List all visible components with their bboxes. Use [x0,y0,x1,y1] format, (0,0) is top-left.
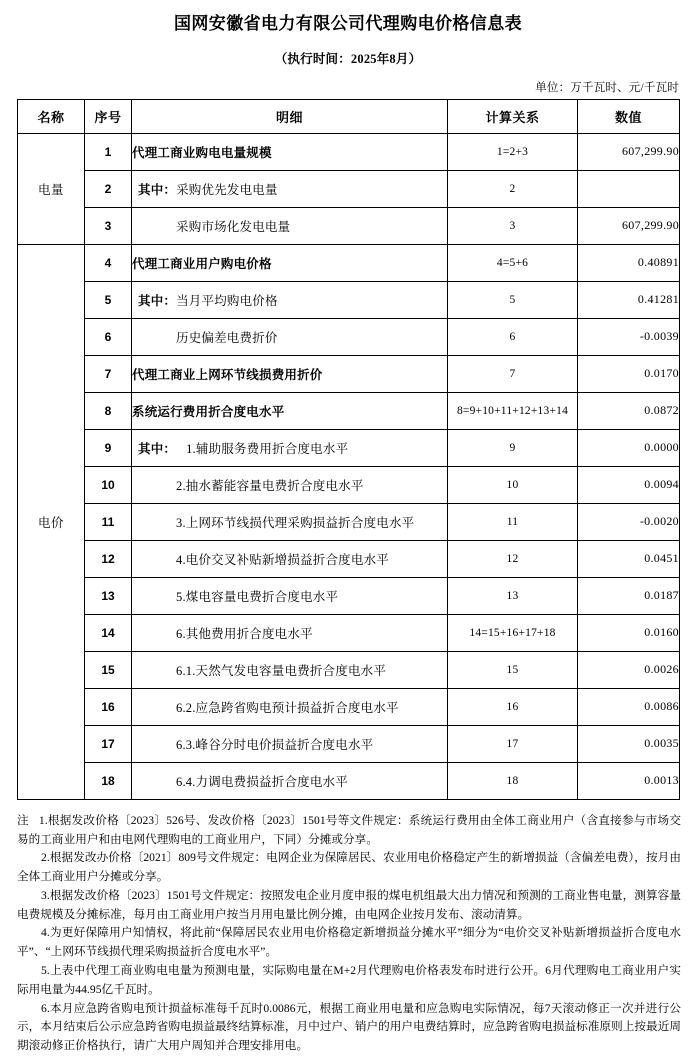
detail-text: 4.电价交叉补贴新增损益折合度电水平 [176,552,389,567]
detail-text: 5.煤电容量电费折合度电水平 [176,589,339,604]
row-value-cell: 0.0000 [578,429,680,466]
row-sequence-cell: 1 [85,133,132,170]
detail-text: 系统运行费用折合度电水平 [132,404,285,419]
row-value-cell: -0.0020 [578,503,680,540]
table-head [18,99,680,133]
table-row [18,244,680,281]
row-sequence-cell: 4 [85,244,132,281]
row-detail-cell [132,466,448,503]
row-detail-cell [132,133,448,170]
table-row [18,540,680,577]
table-body [18,133,680,799]
detail-text: 当月平均购电价格 [176,293,278,308]
note-item [17,962,681,1000]
detail-text: 代理工商业上网环节线损费用折价 [132,367,323,382]
table-row [18,503,680,540]
row-sequence-cell: 9 [85,429,132,466]
row-calc-cell: 1=2+3 [448,133,578,170]
detail-text: 6.1.天然气发电容量电费折合度电水平 [176,663,387,678]
row-sequence-cell: 6 [85,318,132,355]
row-sequence-cell: 10 [85,466,132,503]
row-calc-cell: 10 [448,466,578,503]
row-sequence-cell: 13 [85,577,132,614]
table-row [18,392,680,429]
row-calc-cell: 9 [448,429,578,466]
row-value-cell: 607,299.90 [578,133,680,170]
detail-text: 历史偏差电费折价 [176,330,278,345]
row-calc-cell: 3 [448,207,578,244]
table-row [18,170,680,207]
column-header-name: 名称 [18,99,85,133]
row-calc-cell: 17 [448,725,578,762]
group-name-cell: 电量 [18,133,85,244]
row-detail-cell [132,392,448,429]
row-detail-cell [132,540,448,577]
note-item [17,1000,681,1056]
row-detail-cell [132,762,448,799]
row-value-cell: 0.0170 [578,355,680,392]
detail-text: 代理工商业购电电量规模 [132,145,272,160]
row-value-cell: 0.0094 [578,466,680,503]
row-sequence-cell: 7 [85,355,132,392]
row-sequence-cell: 18 [85,762,132,799]
note-text: 3.根据发改价格〔2023〕1501号文件规定：按照发电企业月度申报的煤电机组最大出力情况和预测的工商业售电量，测算容量电费规模及分摊标准，每月由工商业用户按当月用电量比例分摊，由电网企业按月发布、滚动清算。 [17,888,681,921]
row-sequence-cell: 5 [85,281,132,318]
row-value-cell: 0.0160 [578,614,680,651]
note-text: 5.上表中代理工商业购电电量为预测电量，实际购电量在M+2月代理购电价格表发布时进行公开。6月代理购电工商业用户实际用电量为44.95亿千瓦时。 [17,964,681,996]
row-detail-cell [132,614,448,651]
column-header-seq: 序号 [85,99,132,133]
row-sequence-cell: 14 [85,614,132,651]
table-row [18,355,680,392]
table-row [18,688,680,725]
page-title: 国网安徽省电力有限公司代理购电价格信息表 [174,14,522,33]
row-detail-cell [132,577,448,614]
table-row [18,466,680,503]
detail-text: 采购优先发电电量 [176,182,278,197]
row-calc-cell: 16 [448,688,578,725]
row-value-cell: 0.0026 [578,651,680,688]
detail-prefix: 其中： [138,182,177,197]
detail-text: 6.2.应急跨省购电预计损益折合度电水平 [176,700,399,715]
detail-text: 3.上网环节线损代理采购损益折合度电水平 [176,515,415,530]
note-item [17,849,681,887]
row-detail-cell [132,503,448,540]
row-detail-cell [132,355,448,392]
row-calc-cell: 18 [448,762,578,799]
row-value-cell: 0.0451 [578,540,680,577]
price-table [17,99,680,800]
row-value-cell [578,170,680,207]
row-value-cell: 0.0086 [578,688,680,725]
row-sequence-cell: 15 [85,651,132,688]
detail-text: 1.辅助服务费用折合度电水平 [186,441,349,456]
table-header-row [18,99,680,133]
row-sequence-cell: 11 [85,503,132,540]
row-value-cell: -0.0039 [578,318,680,355]
table-row [18,762,680,799]
row-value-cell: 607,299.90 [578,207,680,244]
row-calc-cell: 12 [448,540,578,577]
row-value-cell: 0.0872 [578,392,680,429]
row-sequence-cell: 3 [85,207,132,244]
detail-text: 代理工商业用户购电价格 [132,256,272,271]
page-subtitle: （执行时间：2025年8月） [274,51,422,66]
row-detail-cell [132,244,448,281]
detail-text: 采购市场化发电电量 [176,219,291,234]
row-detail-cell [132,207,448,244]
table-row [18,614,680,651]
row-value-cell: 0.0035 [578,725,680,762]
row-sequence-cell: 17 [85,725,132,762]
row-sequence-cell: 12 [85,540,132,577]
note-text: 2.根据发改办价格〔2021〕809号文件规定：电网企业为保障居民、农业用电价格稳定产生的新增损益（含偏差电费），按月由全体工商业用户分摊或分享。 [17,851,681,884]
detail-prefix: 其中： [138,441,177,456]
table-row [18,725,680,762]
detail-text: 6.3.峰谷分时电价损益折合度电水平 [176,737,374,752]
row-detail-cell [132,318,448,355]
row-calc-cell: 2 [448,170,578,207]
note-text: 4.为更好保障用户知情权，将此前“保障居民农业用电价格稳定新增损益分摊水平”细分为“电价交叉补贴新增损益折合度电水平”、“上网环节线损代理采购损益折合度电水平”。 [17,926,681,959]
detail-text: 6.4.力调电费损益折合度电水平 [176,774,348,789]
row-value-cell: 0.41281 [578,281,680,318]
notes-section [0,800,696,1056]
table-row [18,207,680,244]
row-calc-cell: 7 [448,355,578,392]
table-row [18,133,680,170]
row-calc-cell: 15 [448,651,578,688]
note-item [17,924,681,962]
row-value-cell: 0.0187 [578,577,680,614]
detail-text: 2.抽水蓄能容量电费折合度电水平 [176,478,364,493]
row-sequence-cell: 16 [85,688,132,725]
row-calc-cell: 14=15+16+17+18 [448,614,578,651]
note-item [17,887,681,925]
row-calc-cell: 5 [448,281,578,318]
row-detail-cell [132,725,448,762]
row-value-cell: 0.40891 [578,244,680,281]
notes-label: 注 [17,813,29,827]
row-calc-cell: 4=5+6 [448,244,578,281]
note-text: 1.根据发改价格〔2023〕526号、发改价格〔2023〕1501号等文件规定：系统运行费用由全体工商业用户（含直接参与市场交易的工商业用户和由电网代理购电的工商业用户，下同）分摊或分享。 [17,813,681,846]
column-header-calc: 计算关系 [448,99,578,133]
detail-prefix: 其中： [138,293,177,308]
group-name-cell: 电价 [18,244,85,799]
row-detail-cell [132,688,448,725]
row-calc-cell: 6 [448,318,578,355]
note-text: 6.本月应急跨省购电预计损益标准每千瓦时0.0086元，根据工商业用电量和应急购电实际情况，每7天滚动修正一次并进行公示，本月结束后公示应急跨省购电损益最终结算标准，月中过户、销户的用户电费结算时，应急跨省购电损益标准原则上按最近周期滚动修正价格执行，请广大用户周知并合理安排用电。 [17,1001,681,1053]
row-detail-cell [132,651,448,688]
unit-note: 单位：万千瓦时、元/千瓦时 [535,81,679,94]
note-item [17,812,681,850]
row-detail-cell [132,281,448,318]
row-calc-cell: 13 [448,577,578,614]
row-detail-cell [132,429,448,466]
column-header-detail: 明细 [132,99,448,133]
table-row [18,429,680,466]
row-calc-cell: 11 [448,503,578,540]
table-row [18,281,680,318]
table-row [18,651,680,688]
table-row [18,577,680,614]
detail-text: 6.其他费用折合度电水平 [176,626,313,641]
column-header-value: 数值 [578,99,680,133]
row-sequence-cell: 2 [85,170,132,207]
row-value-cell: 0.0013 [578,762,680,799]
row-calc-cell: 8=9+10+11+12+13+14 [448,392,578,429]
price-table-wrapper [0,99,696,800]
table-row [18,318,680,355]
row-detail-cell [132,170,448,207]
row-sequence-cell: 8 [85,392,132,429]
